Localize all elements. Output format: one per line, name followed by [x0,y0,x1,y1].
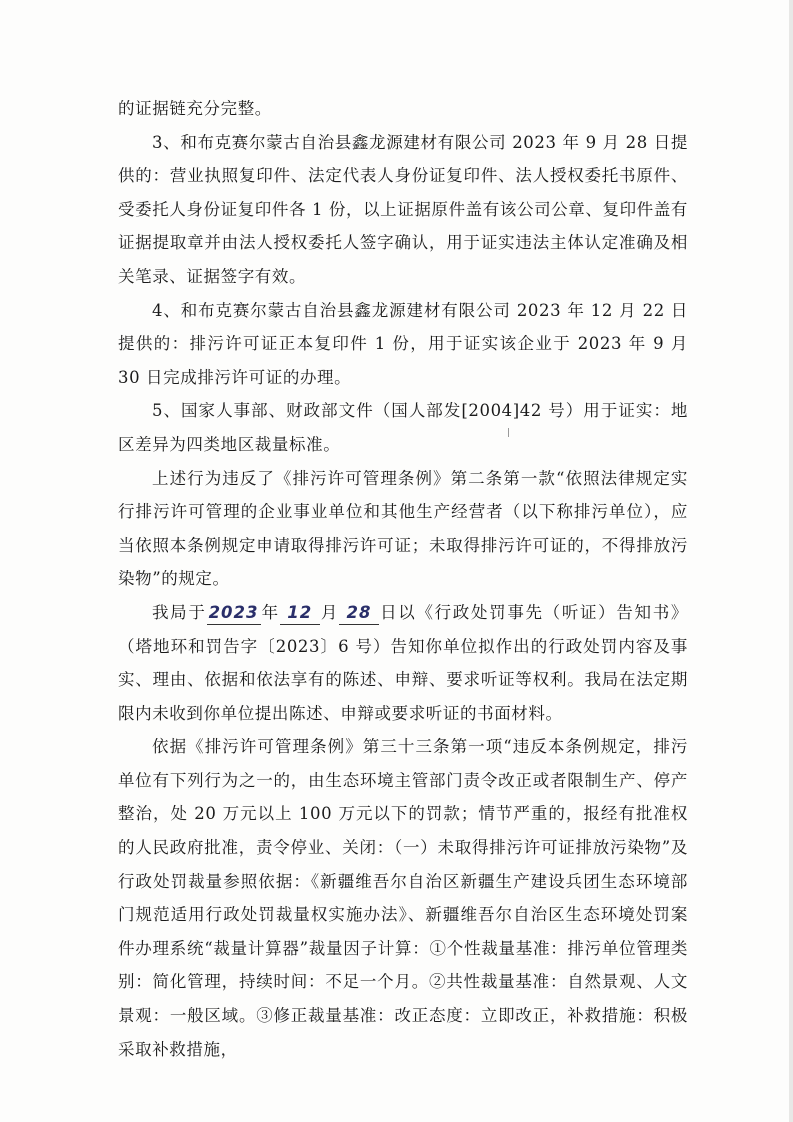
handwritten-day: 28 [339,602,379,625]
paragraph-evidence-5: 5、国家人事部、财政部文件（国人部发[2004]42 号）用于证实：地区差异为四类地区裁量标准。 [118,401,688,454]
handwritten-month: 12 [280,602,320,625]
paragraph-evidence-4: 4、和布克赛尔蒙古自治县鑫龙源建材有限公司 2023 年 12 月 22 日提供的：排污许可证正本复印件 1 份，用于证实该企业于 2023 年 9 月 30 日完成排污许可证的办理。 [118,300,688,387]
scan-edge [789,0,793,1122]
document-body [118,92,688,1066]
handwritten-year: 2023 [207,602,261,625]
paragraph-evidence-3: 3、和布克赛尔蒙古自治县鑫龙源建材有限公司 2023 年 9 月 28 日提供的：营业执照复印件、法定代表人身份证复印件、法人授权委托书原件、受委托人身份证复印件各 1 份，以上证据原件盖有该公司公章、复印件盖有证据提取章并由法人授权委托人签字确认，用于证实违法主体认定准确及相关笔录、证据签字有效。 [118,132,688,286]
notice-body: 日以《行政处罚事先（听证）告知书》（塔地环和罚告字〔2023〕6 号）告知你单位拟作出的行政处罚内容及事实、理由、依据和依法享有的陈述、申辩、要求听证等权利。我局在法定期限内未收到你单位提出陈述、申辩或要求听证的书面材料。 [118,602,688,723]
paragraph-legal-basis: 依据《排污许可管理条例》第三十三条第一项“违反本条例规定，排污单位有下列行为之一的，由生态环境主管部门责令改正或者限制生产、停产整治，处 20 万元以上 100 万元以下的罚款；情节严重的，报经有批准权的人民政府批准，责令停业、关闭：（一）未取得排污许可证排放污染物”及行政处罚裁量参照依据：《新疆维吾尔自治区新疆生产建设兵团生态环境部门规范适用行政处罚裁量权实施办法》、新疆维吾尔自治区生态环境处罚案件办理系统“裁量计算器”裁量因子计算：①个性裁量基准：排污单位管理类别：简化管理，持续时间：不足一个月。②共性裁量基准：自然景观、人文景观：一般区域。③修正裁量基准：改正态度：立即改正，补救措施：积极采取补救措施， [118,737,688,1059]
paragraph-evidence-chain: 的证据链充分完整。 [118,99,272,118]
month-unit: 月 [319,602,340,622]
paragraph-violation: 上述行为违反了《排污许可管理条例》第二条第一款“依照法律规定实行排污许可管理的企业事业单位和其他生产经营者（以下称排污单位），应当依照本条例规定申请取得排污许可证；未取得排污许可证的，不得排放污染物”的规定。 [118,468,688,589]
paragraph-notice [118,596,688,730]
notice-prefix: 我局于 [152,602,207,622]
year-unit: 年 [260,602,280,622]
